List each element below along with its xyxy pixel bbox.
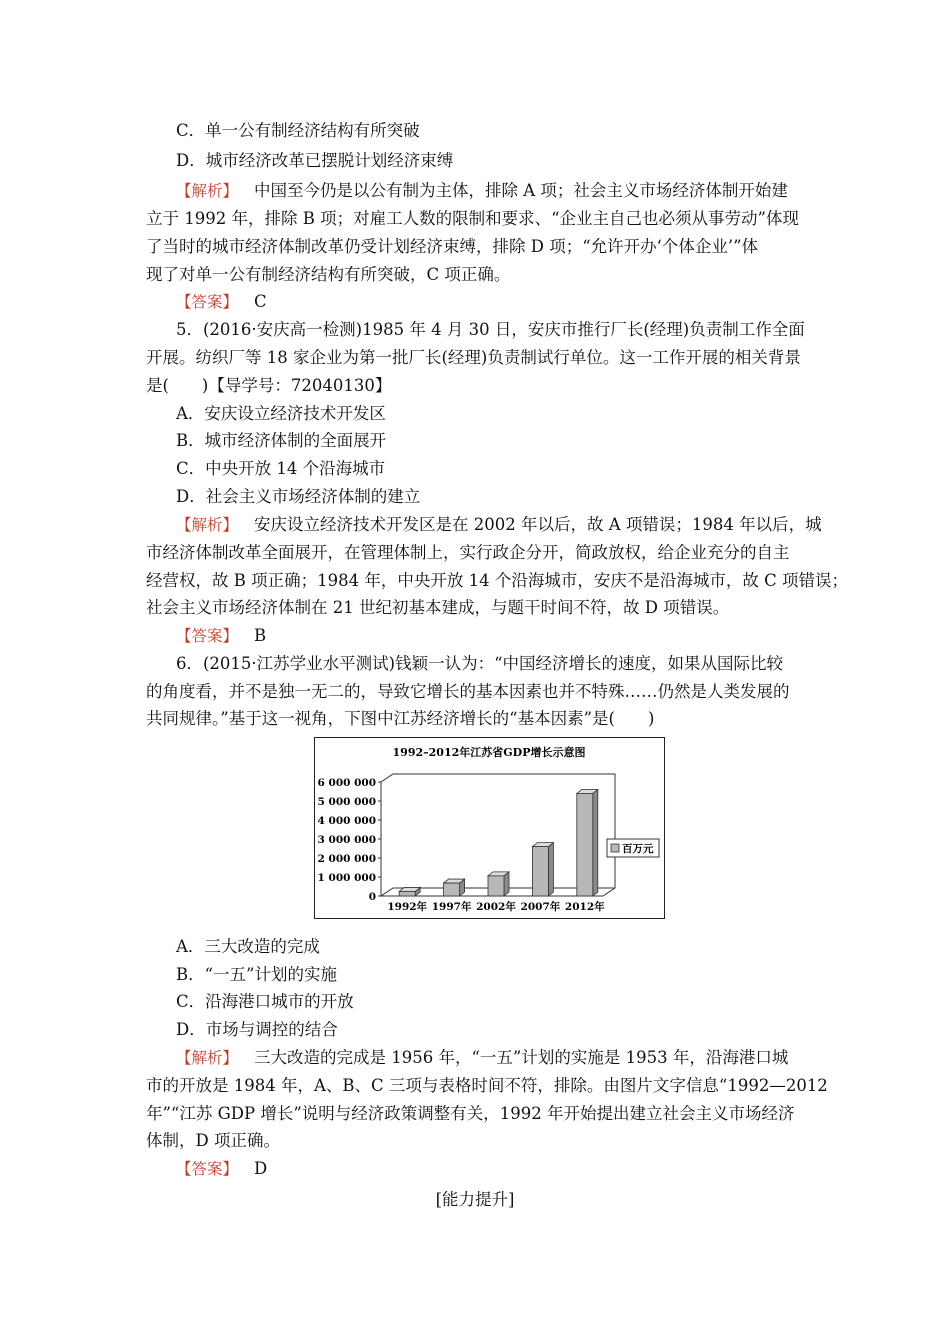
x-tick-label: 2012年 [564,901,605,913]
answer-value: C [254,292,267,311]
analysis-label: 【解析】 [176,1049,239,1067]
q6-option-d: D．市场与调控的结合 [176,1020,338,1039]
bar-side [593,789,598,896]
legend-label: 百万元 [622,843,654,855]
q6-stem-line-2: 的角度看，并不是独一无二的，导致它增长的基本因素也并不特殊……仍然是人类发展的 [146,682,790,701]
bar-front [399,891,415,896]
q6-analysis-line-4: 体制，D 项正确。 [146,1131,280,1150]
q6-option-a: A．三大改造的完成 [176,937,320,956]
q5-stem-line-3: 是( )【导学号：72040130】 [146,376,392,395]
q6-answer [176,1159,267,1179]
x-tick-label: 1997年 [431,901,472,913]
q5-analysis-line-1: 【解析】 安庆设立经济技术开发区是在 2002 年以后，故 A 项错误；1984 年以后，城 [176,515,822,534]
analysis-label: 【解析】 [176,516,239,534]
gdp-chart [314,737,665,919]
y-tick-label: 1 000 000 [317,872,376,884]
bar [488,872,509,896]
y-tick-label: 6 000 000 [317,777,376,789]
chart-legend [607,839,659,857]
bar-front [488,876,504,896]
x-tick-label: 2007年 [520,901,561,913]
bar-front [577,793,593,896]
q4-analysis-line-1: 【解析】 中国至今仍是以公有制为主体，排除 A 项；社会主义市场经济体制开始建 [176,181,788,200]
bar-side [548,843,553,896]
q6-analysis-line-3: 年”“江苏 GDP 增长”说明与经济政策调整有关，1992 年开始提出建立社会主义市场经济 [146,1104,795,1123]
x-tick-label: 1992年 [387,901,428,913]
section-heading: [能力提升] [435,1190,515,1209]
q5-option-a: A．安庆设立经济技术开发区 [176,404,386,423]
q6-stem-line-1: 6．(2015·江苏学业水平测试)钱颖一认为：“中国经济增长的速度，如果从国际比较 [176,654,784,673]
y-tick-label: 2 000 000 [317,853,376,865]
q6-analysis-line-1: 【解析】 三大改造的完成是 1956 年，“一五”计划的实施是 1953 年，沿海港口城 [176,1048,789,1067]
q5-analysis-line-2: 市经济体制改革全面展开，在管理体制上，实行政企分开，简政放权，给企业充分的自主 [146,543,790,562]
answer-value: B [254,626,267,645]
gdp-chart-svg [315,738,663,917]
chart-plot-area [318,774,615,913]
answer-label: 【答案】 [176,627,239,645]
x-tick-label: 2002年 [476,901,516,913]
y-tick-label: 4 000 000 [317,815,376,827]
bar-front [444,883,460,896]
q4-analysis-line-3: 了当时的城市经济体制改革仍受计划经济束缚，排除 D 项；“允许开办‘个体企业’”体 [146,237,759,256]
q6-analysis-line-2: 市的开放是 1984 年，A、B、C 三项与表格时间不符，排除。由图片文字信息“1992—2012 [146,1076,828,1095]
y-tick-label: 3 000 000 [317,834,376,846]
q6-option-c: C．沿海港口城市的开放 [176,992,354,1011]
bar [577,789,598,896]
bar [532,843,553,896]
q5-option-b: B．城市经济体制的全面展开 [176,431,387,450]
q5-option-c: C．中央开放 14 个沿海城市 [176,459,386,478]
answer-label: 【答案】 [176,1160,239,1178]
bar [399,887,420,896]
answer-value: D [254,1159,268,1178]
q4-answer [176,292,267,312]
q4-option-c: C．单一公有制经济结构有所突破 [176,121,420,140]
y-tick-label: 0 [368,891,376,903]
q5-stem-line-1: 5．(2016·安庆高一检测)1985 年 4 月 30 日，安庆市推行厂长(经理)负责制工作全面 [176,320,805,339]
bar-front [532,847,548,896]
q5-answer [176,626,266,646]
y-tick-label: 5 000 000 [317,796,376,808]
q5-analysis-line-4: 社会主义市场经济体制在 21 世纪初基本建成，与题干时间不符，故 D 项错误。 [146,598,730,617]
q4-analysis-line-2: 立于 1992 年，排除 B 项；对雇工人数的限制和要求、“企业主自己也必须从事劳动”体现 [146,209,799,228]
q4-analysis-line-4: 现了对单一公有制经济结构有所突破，C 项正确。 [146,265,511,284]
q5-option-d: D．社会主义市场经济体制的建立 [176,487,421,506]
chart-title: 1992–2012年江苏省GDP增长示意图 [392,746,586,759]
analysis-label: 【解析】 [176,182,239,200]
q5-analysis-line-3: 经营权，故 B 项正确；1984 年，中央开放 14 个沿海城市，安庆不是沿海城市，故 C 项错误； [146,571,848,590]
q6-option-b: B．“一五”计划的实施 [176,965,337,984]
answer-label: 【答案】 [176,293,239,311]
q6-stem-line-3: 共同规律。”基于这一视角，下图中江苏经济增长的“基本因素”是( ) [146,709,655,728]
legend-swatch [611,844,619,852]
bar [444,879,465,896]
q4-option-d: D．城市经济改革已摆脱计划经济束缚 [176,151,454,170]
q5-stem-line-2: 开展。纺织厂等 18 家企业为第一批厂长(经理)负责制试行单位。这一工作开展的相关背景 [146,348,801,367]
